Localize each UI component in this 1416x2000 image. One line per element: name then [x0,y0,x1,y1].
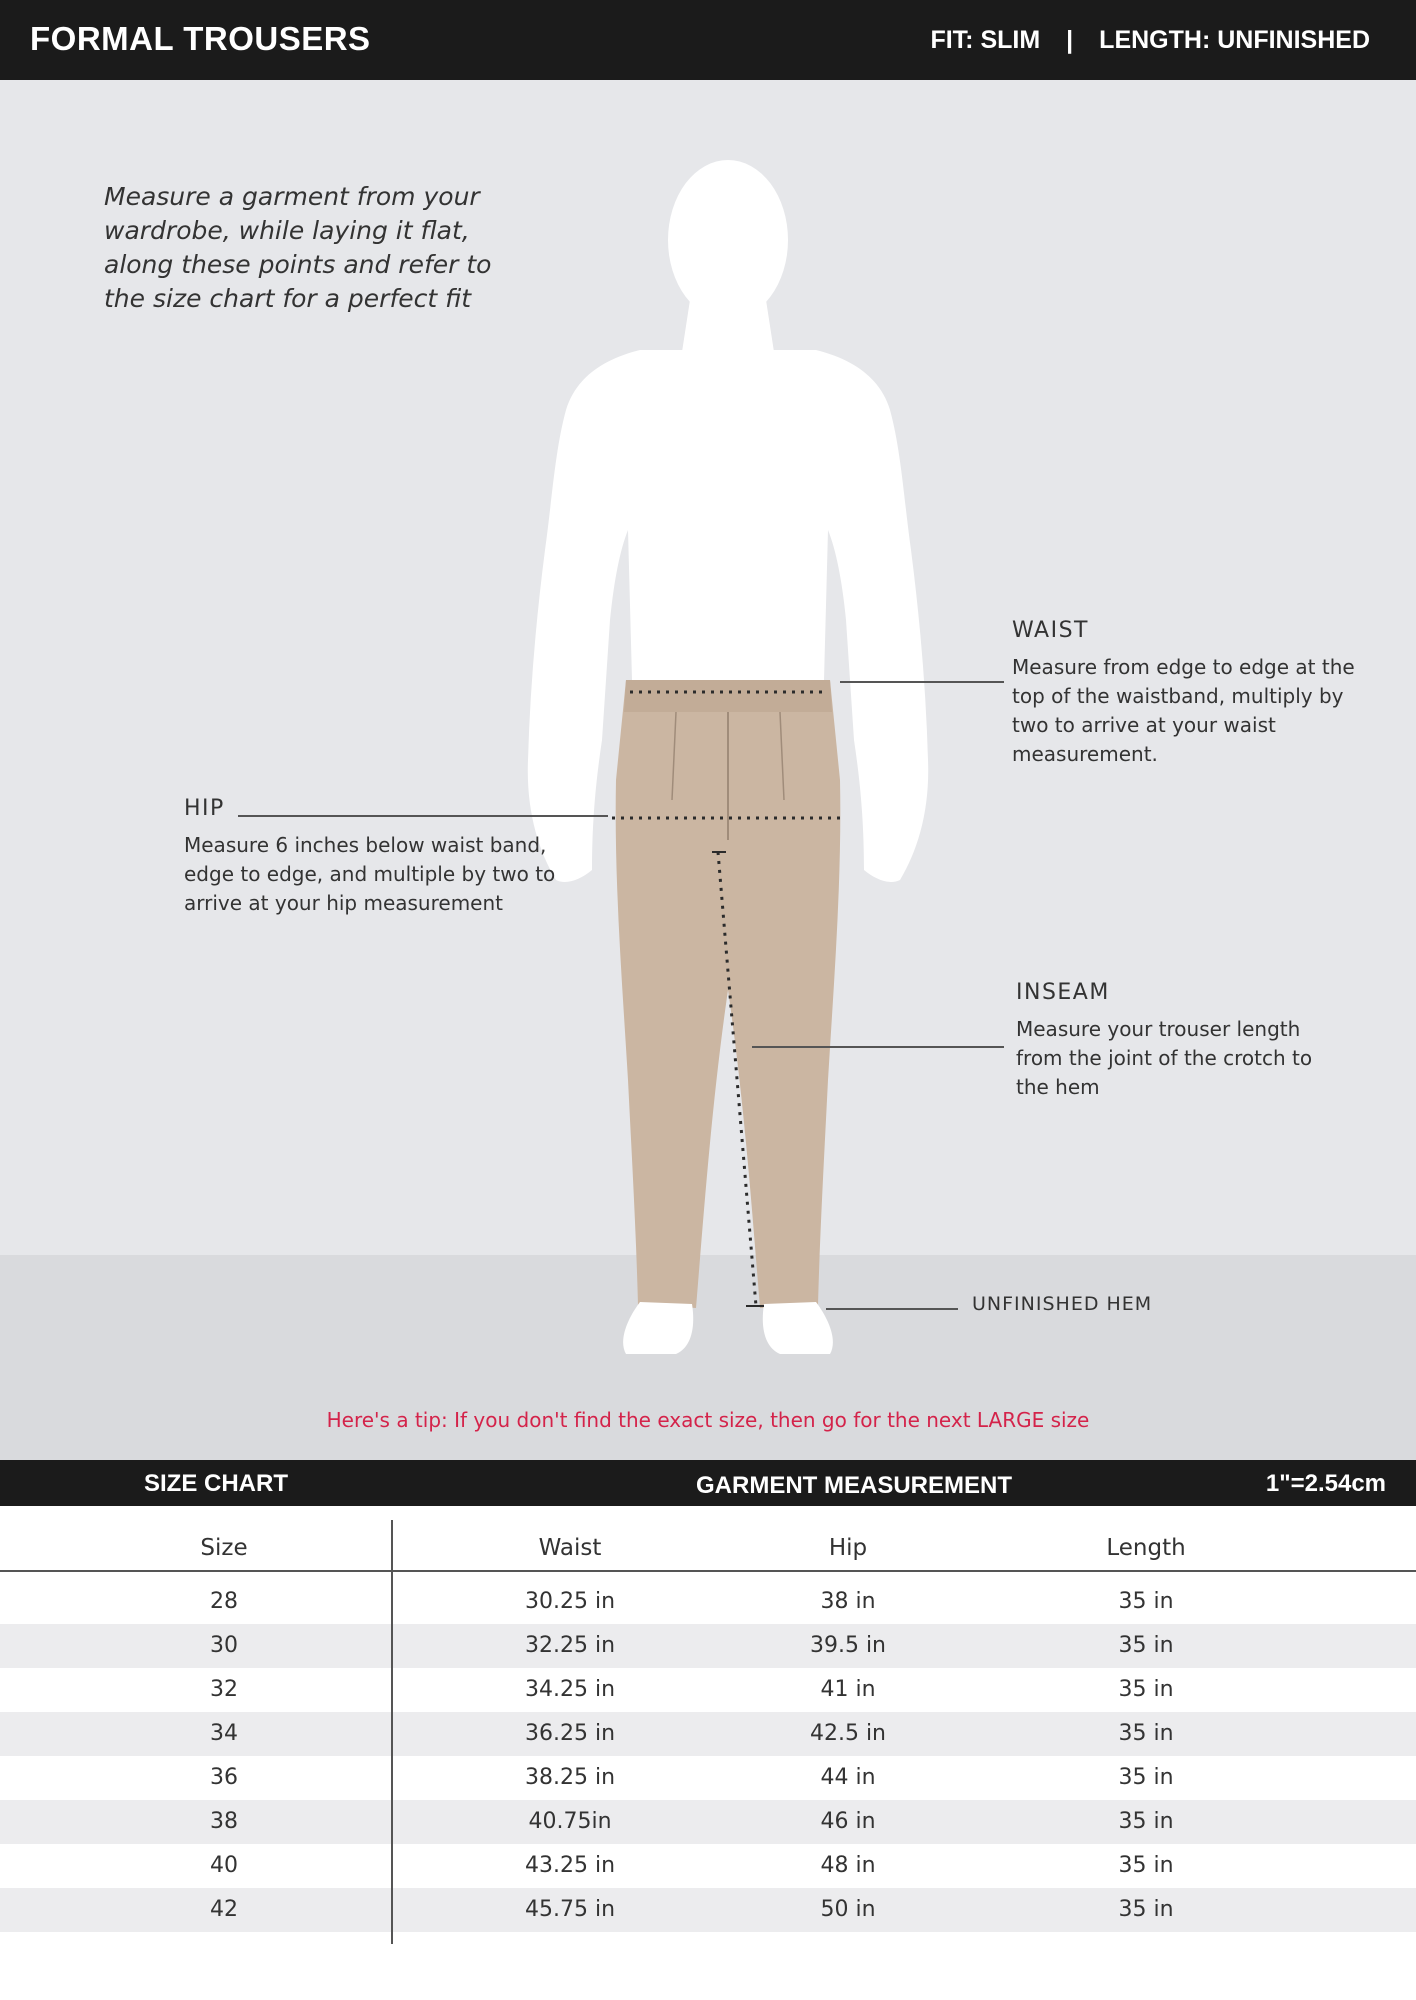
size-cell: 36 [210,1765,238,1790]
size-chart-label: SIZE CHART [144,1470,288,1497]
measurement-illustration [0,80,1416,1460]
size-cell: 34 [210,1721,238,1746]
hip-cell: 39.5 in [809,1633,887,1658]
table-header-row [0,1526,1416,1570]
length-cell: 35 in [1118,1633,1174,1658]
length-cell: 35 in [1118,1589,1174,1614]
hip-cell: 42.5 in [809,1721,887,1746]
hip-callout [184,796,564,918]
table-column-divider [391,1520,393,1944]
hip-cell: 41 in [820,1677,876,1702]
column-header-waist: Waist [538,1535,602,1561]
table-row [0,1756,1416,1800]
length-cell: 35 in [1118,1677,1174,1702]
size-cell: 38 [210,1809,238,1834]
column-header-length: Length [1106,1535,1186,1561]
table-row [0,1668,1416,1712]
intro-text: Measure a garment from your wardrobe, while laying it flat, along these points and refer to the size chart for a perfect fit [104,182,492,313]
hip-description: Measure 6 inches below waist band, edge to edge, and multiple by two to arrive at your hip measurement [184,833,556,915]
size-cell: 28 [210,1589,238,1614]
fit-label: FIT: SLIM [930,26,1041,54]
table-row [0,1844,1416,1888]
waist-title: WAIST [1012,618,1089,643]
waist-cell: 43.25 in [524,1853,616,1878]
hip-cell: 38 in [820,1589,876,1614]
size-cell: 32 [210,1677,238,1702]
hip-cell: 50 in [820,1897,876,1922]
waist-callout [1012,618,1372,769]
size-cell: 30 [210,1633,238,1658]
page-title: FORMAL TROUSERS [30,20,371,57]
table-row [0,1712,1416,1756]
column-header-hip: Hip [828,1535,868,1561]
hip-cell: 44 in [820,1765,876,1790]
table-row [0,1580,1416,1624]
size-table [0,1506,1416,2000]
waist-cell: 45.75 in [524,1897,616,1922]
size-cell: 42 [210,1897,238,1922]
column-header-size: Size [200,1535,248,1561]
hem-callout: UNFINISHED HEM [972,1293,1153,1315]
table-header-divider [0,1570,1416,1572]
head-silhouette [668,160,788,320]
trouser-waistband [624,680,832,712]
size-cell: 40 [210,1853,238,1878]
table-row [0,1888,1416,1932]
waist-cell: 32.25 in [524,1633,616,1658]
size-chart-bar [0,1460,1416,1506]
length-cell: 35 in [1118,1897,1174,1922]
length-label: LENGTH: UNFINISHED [1099,26,1370,54]
hip-title: HIP [184,796,225,821]
waist-cell: 34.25 in [524,1677,616,1702]
length-cell: 35 in [1118,1721,1174,1746]
length-cell: 35 in [1118,1853,1174,1878]
waist-cell: 38.25 in [524,1765,616,1790]
table-row [0,1800,1416,1844]
table-row [0,1624,1416,1668]
waist-description: Measure from edge to edge at the top of the waistband, multiply by two to arrive at your waist measurement. [1012,655,1355,766]
length-cell: 35 in [1118,1765,1174,1790]
inseam-description: Measure your trouser length from the joint of the crotch to the hem [1016,1017,1313,1099]
size-tip: Here's a tip: If you don't find the exact size, then go for the next LARGE size [326,1408,1090,1432]
header-meta [930,26,1370,55]
inseam-title: INSEAM [1016,980,1110,1005]
unit-conversion: 1"=2.54cm [1265,1470,1386,1497]
waist-cell: 30.25 in [524,1589,616,1614]
garment-measurement-label: GARMENT MEASUREMENT [696,1472,1012,1499]
hip-cell: 48 in [820,1853,876,1878]
meta-separator: | [1066,26,1074,54]
header-bar [0,0,1416,80]
hip-cell: 46 in [820,1809,876,1834]
waist-cell: 36.25 in [524,1721,616,1746]
inseam-callout [1016,980,1336,1102]
length-cell: 35 in [1118,1809,1174,1834]
waist-cell: 40.75in [528,1809,612,1834]
